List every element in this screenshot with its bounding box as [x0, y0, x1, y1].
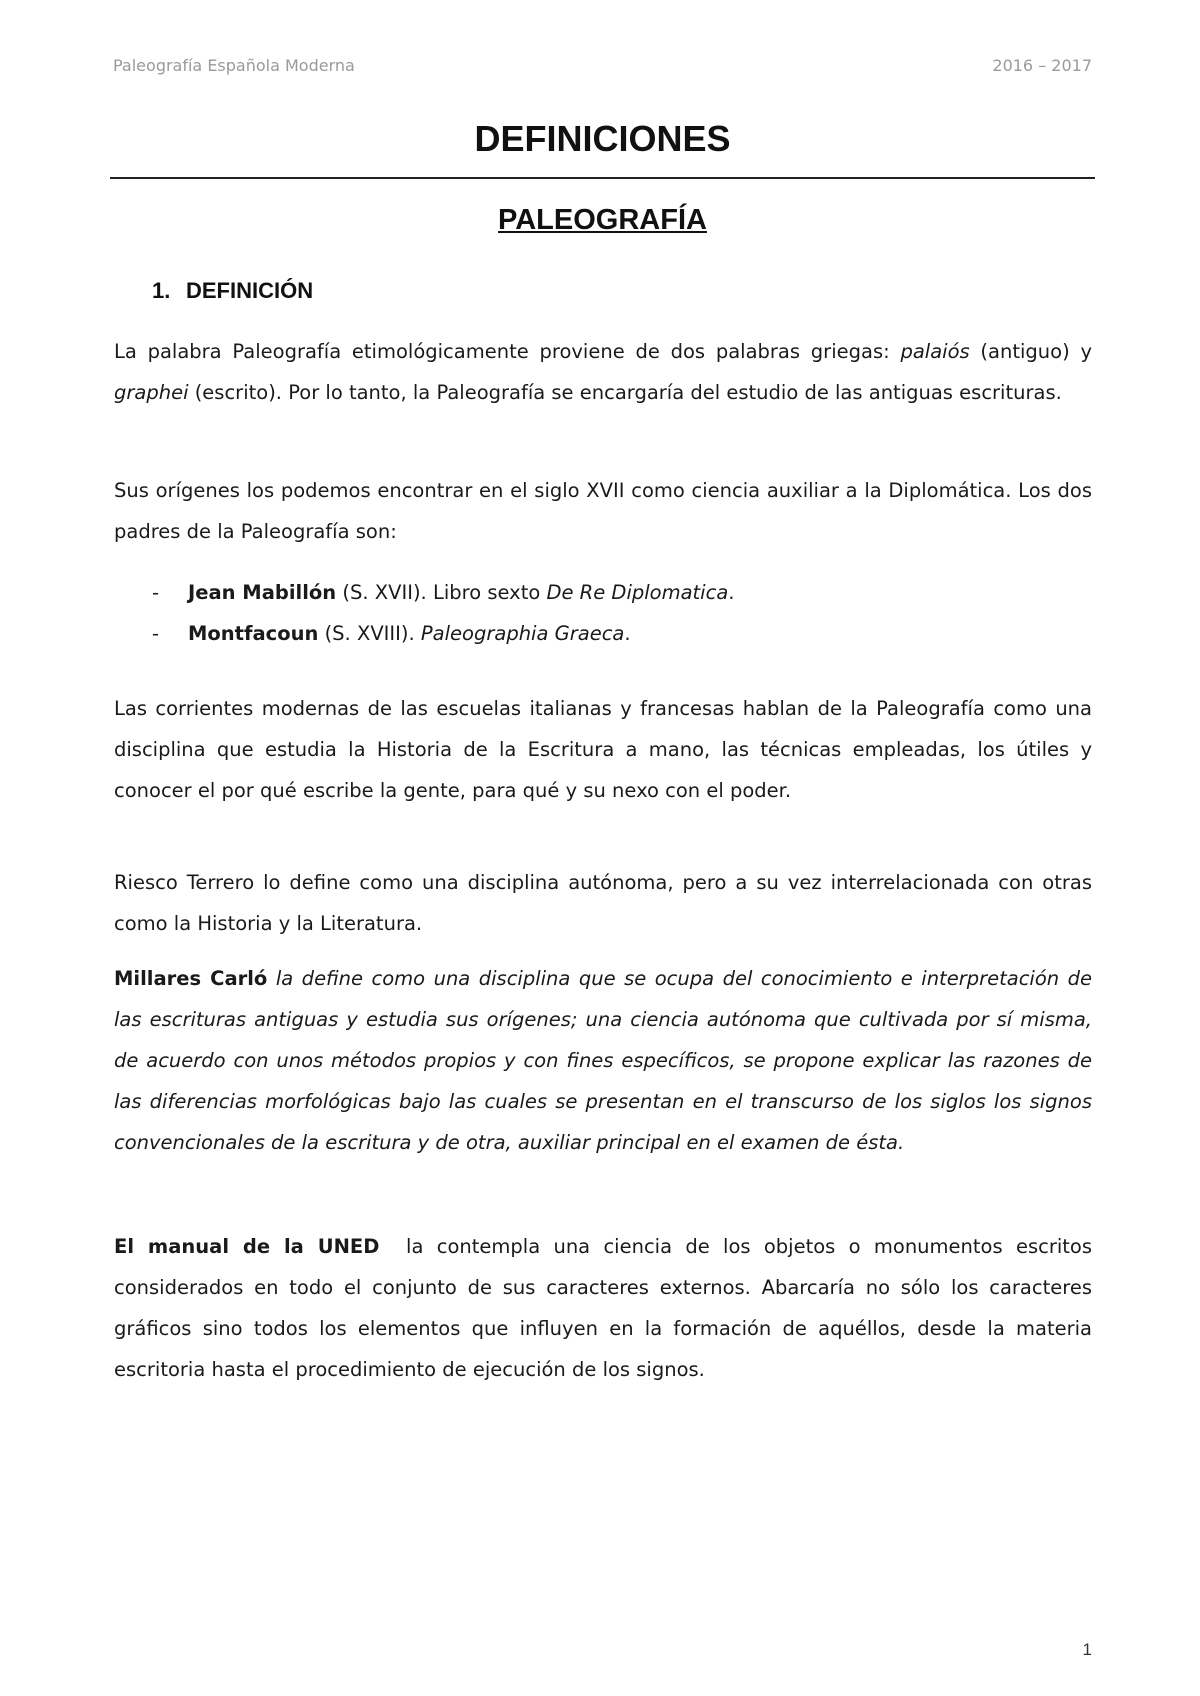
- author-name: Millares Carló: [114, 967, 268, 990]
- paragraph-etymology: [114, 331, 1092, 413]
- founder-detail: (S. XVII). Libro sexto: [336, 581, 547, 604]
- paragraph-text: La palabra Paleografía etimológicamente proviene de dos palabras griegas:: [114, 340, 901, 363]
- section-title: DEFINICIÓN: [186, 278, 314, 303]
- founder-name: Jean Mabillón: [188, 581, 337, 604]
- list-dash: -: [152, 622, 160, 645]
- paragraph-modern-schools: Las corrientes modernas de las escuelas italianas y francesas hablan de la Paleografía como una disciplina que estudia la Historia de la Escritura a mano, las técnicas empleadas, los útiles y conocer el por qué escribe la gente, para qué y su nexo con el poder.: [114, 697, 1092, 802]
- section-number: 1.: [152, 278, 171, 303]
- paragraph-origins: Sus orígenes los podemos encontrar en el siglo XVII como ciencia auxiliar a la Diplomática. Los dos padres de la Paleografía son:: [114, 479, 1092, 543]
- paragraph-uned-manual: [114, 1226, 1099, 1390]
- paragraph-riesco-terrero: Riesco Terrero lo define como una disciplina autónoma, pero a su vez interrelacionada con otras como la Historia y la Literatura.: [114, 871, 1092, 935]
- greek-term-palaios: palaiós: [900, 340, 970, 363]
- source-name: El manual de la UNED: [114, 1235, 380, 1258]
- founder-work: Paleographia Graeca: [420, 622, 625, 645]
- paragraph-text: (escrito). Por lo tanto, la Paleografía se encargaría del estudio de las antiguas escrituras.: [188, 381, 1062, 404]
- list-end: .: [728, 581, 735, 604]
- list-item: [114, 613, 1092, 654]
- paragraph-millares-carlo: [114, 958, 1092, 1163]
- greek-term-graphei: graphei: [114, 381, 189, 404]
- page-subtitle: PALEOGRAFÍA: [498, 204, 707, 236]
- running-header-year: 2016 – 2017: [992, 56, 1092, 75]
- section-heading: [152, 278, 313, 304]
- page-number: 1: [1082, 1640, 1092, 1659]
- paragraph-text: (antiguo) y: [969, 340, 1092, 363]
- title-divider: [110, 177, 1095, 179]
- list-dash: -: [152, 581, 160, 604]
- page-title: DEFINICIONES: [474, 118, 731, 159]
- paragraph-text: la contempla una ciencia de los objetos o monumentos escritos considerados en todo el conjunto de sus caracteres externos. Abarcaría no sólo los caracteres gráficos sino todos los elementos que influyen en la formación de aquéllos, desde la materia escritoria hasta el procedimiento de ejecución de los signos.: [114, 1235, 1099, 1381]
- list-item: [114, 572, 1092, 613]
- founder-name: Montfacoun: [188, 622, 319, 645]
- definition-quote: la define como una disciplina que se ocupa del conocimiento e interpretación de las escrituras antiguas y estudia sus orígenes; una ciencia autónoma que cultivada por sí misma, de acuerdo con unos métodos propios y con fines específicos, se propone explicar las razones de las diferencias morfológicas bajo las cuales se presentan en el transcurso de los siglos los signos convencionales de la escritura y de otra, auxiliar principal en el examen de ésta.: [114, 967, 1092, 1154]
- founder-work: De Re Diplomatica: [546, 581, 729, 604]
- list-end: .: [624, 622, 631, 645]
- founders-list: [114, 572, 1092, 654]
- founder-detail: (S. XVIII).: [318, 622, 421, 645]
- running-header-course: Paleografía Española Moderna: [113, 56, 355, 75]
